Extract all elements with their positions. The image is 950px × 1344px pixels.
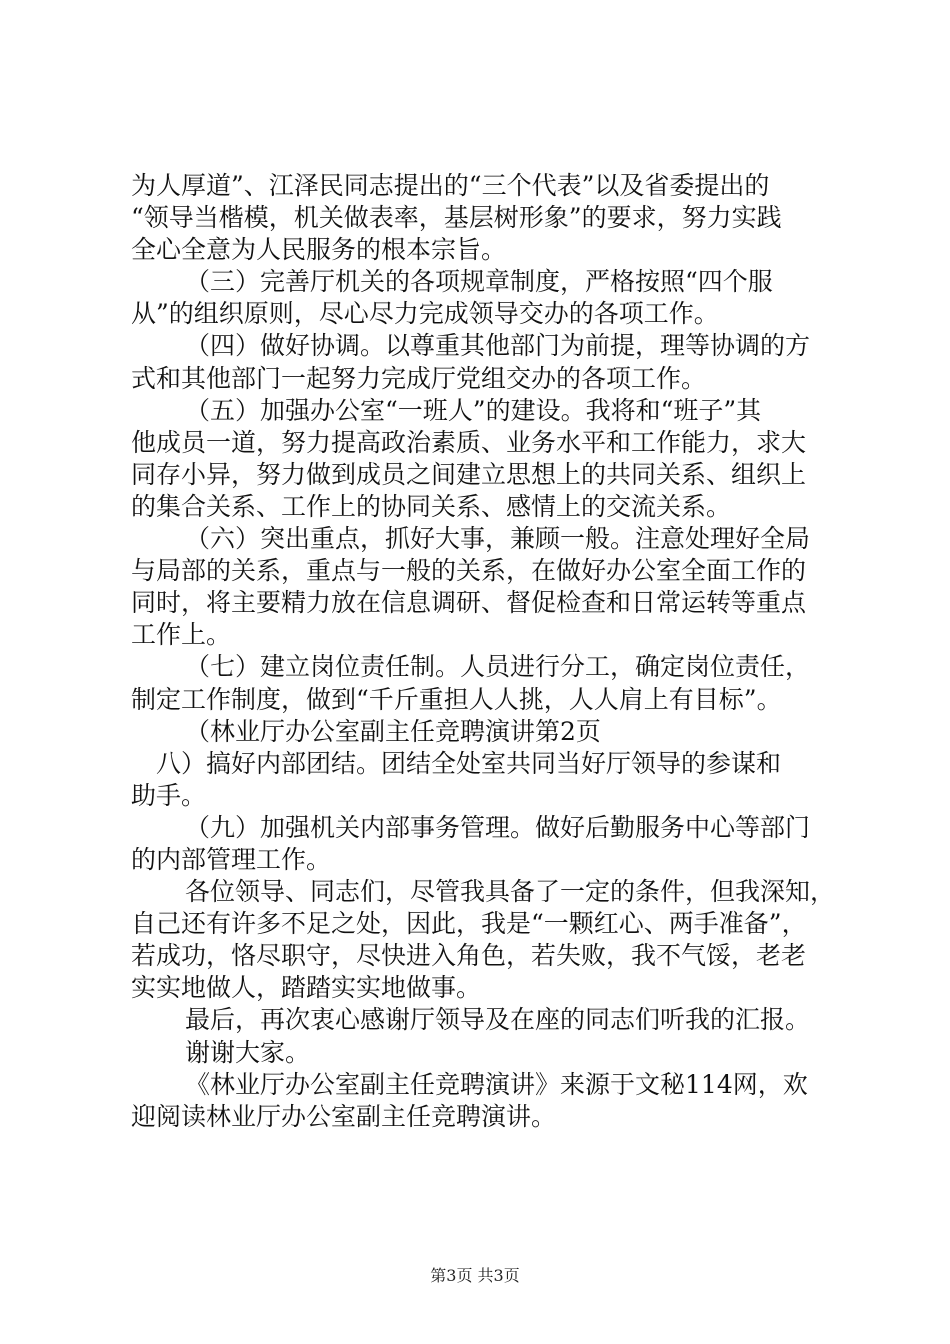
document-line: 助手。 xyxy=(131,780,207,810)
document-line: 最后，再次衷心感谢厅领导及在座的同志们听我的汇报。 xyxy=(185,1005,811,1035)
document-line: 八）搞好内部团结。团结全处室共同当好厅领导的参谋和 xyxy=(156,748,782,778)
document-line: 与局部的关系，重点与一般的关系，在做好办公室全面工作的 xyxy=(131,556,807,586)
document-line: 迎阅读林业厅办公室副主任竞聘演讲。 xyxy=(131,1101,557,1131)
document-line: 自己还有许多不足之处，因此，我是“一颗红心、两手准备”， xyxy=(131,909,807,939)
document-line: 各位领导、同志们，尽管我具备了一定的条件，但我深知， xyxy=(185,877,836,907)
document-line: 的内部管理工作。 xyxy=(131,844,332,874)
document-line: 制定工作制度，做到“千斤重担人人挑，人人肩上有目标”。 xyxy=(131,684,782,714)
document-line: （五）加强办公室“一班人”的建设。我将和“班子”其 xyxy=(185,395,762,425)
document-line: （林业厅办公室副主任竞聘演讲第2页 xyxy=(185,716,601,746)
document-line: 实实地做人，踏踏实实地做事。 xyxy=(131,973,482,1003)
page-footer: 第3页 共3页 xyxy=(430,1266,520,1285)
document-line: 从”的组织原则，尽心尽力完成领导交办的各项工作。 xyxy=(131,299,719,329)
document-line: （九）加强机关内部事务管理。做好后勤服务中心等部门 xyxy=(185,812,811,842)
document-line: 式和其他部门一起努力完成厅党组交办的各项工作。 xyxy=(131,363,707,393)
document-line: 全心全意为人民服务的根本宗旨。 xyxy=(131,235,507,265)
document-line: 《林业厅办公室副主任竞聘演讲》来源于文秘114网，欢 xyxy=(185,1069,808,1099)
document-line: 的集合关系、工作上的协同关系、感情上的交流关系。 xyxy=(131,491,732,521)
document-line: （三）完善厅机关的各项规章制度，严格按照“四个服 xyxy=(185,267,773,297)
document-line: 为人厚道”、江泽民同志提出的“三个代表”以及省委提出的 xyxy=(131,171,770,200)
document-line: （四）做好协调。以尊重其他部门为前提，理等协调的方 xyxy=(185,331,811,361)
document-body xyxy=(131,170,836,1133)
document-line: 同存小异，努力做到成员之间建立思想上的共同关系、组织上 xyxy=(131,459,807,489)
document-line: 同时，将主要精力放在信息调研、督促检查和日常运转等重点 xyxy=(131,588,807,618)
document-line: 若成功，恪尽职守，尽快进入角色，若失败，我不气馁，老老 xyxy=(131,941,807,971)
document-line: （七）建立岗位责任制。人员进行分工，确定岗位责任， xyxy=(185,652,811,682)
document-line: （六）突出重点，抓好大事，兼顾一般。注意处理好全局 xyxy=(185,524,811,554)
document-line: 谢谢大家。 xyxy=(185,1037,311,1067)
document-line: “领导当楷模，机关做表率，基层树形象”的要求，努力实践 xyxy=(131,203,782,233)
document-line: 他成员一道，努力提高政治素质、业务水平和工作能力，求大 xyxy=(131,427,807,457)
document-line: 工作上。 xyxy=(131,620,232,650)
